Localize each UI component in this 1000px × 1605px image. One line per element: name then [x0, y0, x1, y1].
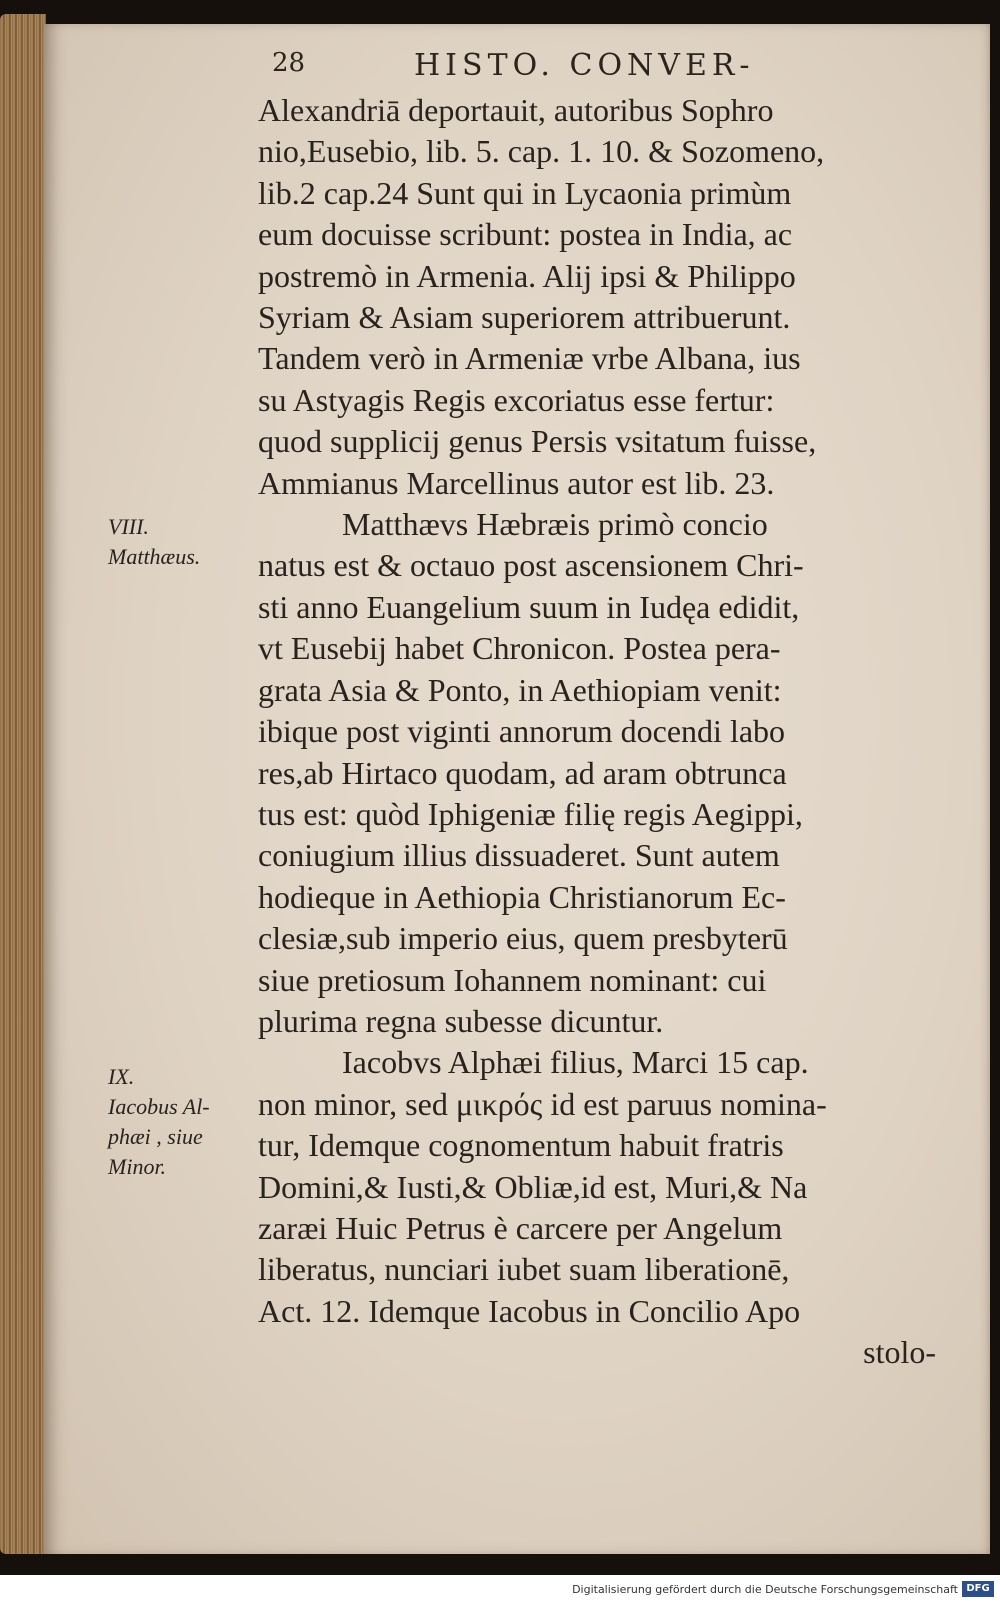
margin-note-ix: [108, 1062, 210, 1182]
text-line: coniugium illius dissuaderet. Sunt autem: [258, 837, 780, 874]
text-line: tus est: quòd Iphigeniæ filię regis Aegippi,: [258, 795, 803, 832]
text-line: non minor, sed μικρός id est paruus nomina-: [258, 1085, 827, 1122]
text-line: Act. 12. Idemque Iacobus in Concilio Apo: [258, 1292, 801, 1329]
text-line: liberatus, nunciari iubet suam liberationē,: [258, 1251, 790, 1288]
text-line: sti anno Euangelium suum in Iudęa edidit,: [258, 588, 800, 625]
text-line: postremò in Armenia. Alij ipsi & Philippo: [258, 257, 796, 294]
text-line: zaræi Huic Petrus è carcere per Angelum: [258, 1209, 783, 1246]
page-edges: [0, 14, 46, 1554]
text-line: quod supplicij genus Persis vsitatum fuisse,: [258, 423, 817, 460]
margin-note-line: Matthæus.: [108, 544, 201, 569]
footer-credit: Digitalisierung gefördert durch die Deutsche Forschungsgemeinschaft: [572, 1583, 958, 1596]
text-line: plurima regna subesse dicuntur.: [258, 1002, 664, 1039]
text-line: Iacobvs Alphæi filius, Marci 15 cap.: [342, 1044, 809, 1081]
margin-note-line: IX.: [108, 1064, 135, 1089]
text-line: vt Eusebij habet Chronicon. Postea pera-: [258, 630, 781, 667]
text-line: res,ab Hirtaco quodam, ad aram obtrunca: [258, 754, 787, 791]
text-line: hodieque in Aethiopia Christianorum Ec-: [258, 878, 786, 915]
text-line: eum docuisse scribunt: postea in India, ac: [258, 216, 793, 253]
text-line: lib.2 cap.24 Sunt qui in Lycaonia primùm: [258, 174, 792, 211]
text-line: tur, Idemque cognomentum habuit fratris: [258, 1127, 784, 1164]
running-title: HISTO. CONVER-: [414, 48, 755, 83]
body-text: [258, 90, 948, 1374]
catchword: stolo-: [863, 1334, 936, 1371]
margin-note-line: Minor.: [108, 1154, 167, 1179]
text-line: Matthævs Hæbræis primò concio: [342, 506, 768, 543]
margin-note-line: VIII.: [108, 514, 149, 539]
text-line: siue pretiosum Iohannem nominant: cui: [258, 961, 767, 998]
footer-bar: [0, 1575, 1000, 1605]
text-line: nio,Eusebio, lib. 5. cap. 1. 10. & Sozomeno,: [258, 133, 825, 170]
page-number: 28: [272, 48, 306, 78]
text-line: grata Asia & Ponto, in Aethiopiam venit:: [258, 671, 782, 708]
dfg-logo: DFG: [962, 1581, 994, 1597]
text-line: natus est & octauo post ascensionem Chri-: [258, 547, 804, 584]
text-line: Alexandriā deportauit, autoribus Sophro: [258, 92, 774, 128]
margin-note-line: Iacobus Al-: [108, 1094, 210, 1119]
text-line: Ammianus Marcellinus autor est lib. 23.: [258, 464, 775, 501]
text-line: Domini,& Iusti,& Obliæ,id est, Muri,& Na: [258, 1168, 808, 1205]
margin-note-viii: [108, 512, 200, 572]
text-line: clesiæ,sub imperio eius, quem presbyterū: [258, 920, 788, 957]
margin-note-line: phæi , siue: [108, 1124, 203, 1149]
text-line: su Astyagis Regis excoriatus esse fertur:: [258, 381, 775, 418]
text-line: Tandem verò in Armeniæ vrbe Albana, ius: [258, 340, 801, 377]
running-header: [272, 48, 812, 88]
text-line: ibique post viginti annorum docendi labo: [258, 713, 786, 750]
text-line: Syriam & Asiam superiorem attribuerunt.: [258, 299, 791, 336]
